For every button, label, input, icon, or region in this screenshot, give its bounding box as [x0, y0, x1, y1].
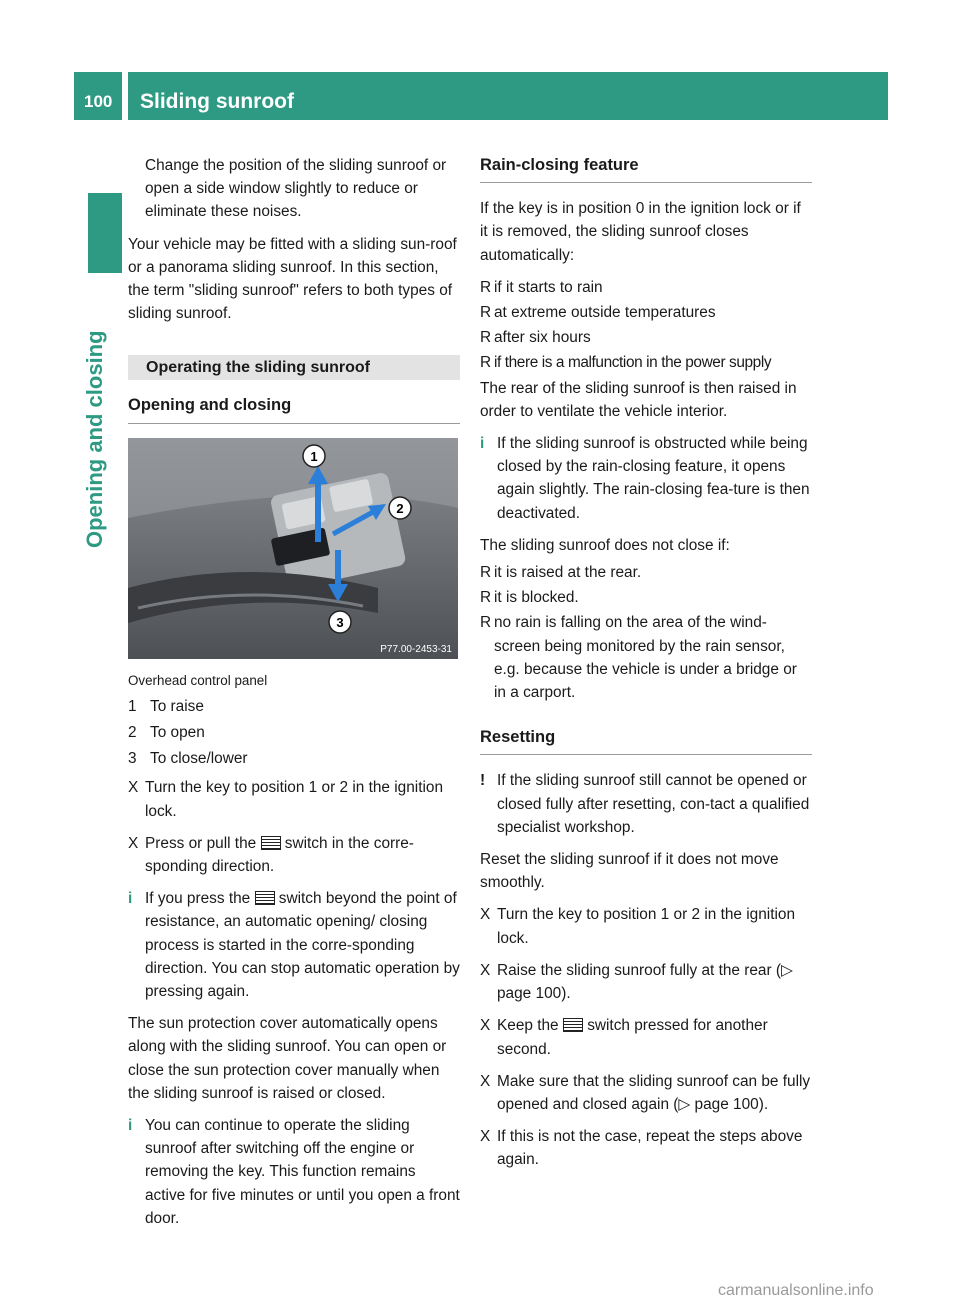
legend-text: To open: [150, 724, 205, 742]
warning-text: If the sliding sunroof still cannot be opened or closed fully after resetting, con-tact a qualified specialist workshop.: [497, 772, 810, 836]
list-item: [480, 561, 812, 584]
heading-resetting: Resetting: [480, 726, 812, 755]
step-text: Turn the key to position 1 or 2 in the ignition lock.: [497, 906, 796, 947]
bullet-icon: R: [480, 329, 492, 347]
step-text: If this is not the case, repeat the steps above again.: [497, 1128, 803, 1169]
reset-intro: Reset the sliding sunroof if it does not move smoothly.: [480, 851, 779, 892]
step-marker-icon: X: [128, 834, 139, 852]
info-text: If you press the: [145, 890, 251, 908]
step: [480, 1070, 812, 1116]
legend-item: [128, 695, 460, 718]
rain-intro: If the key is in position 0 in the ignition lock or if it is removed, the sliding sunroof closes automatically:: [480, 200, 801, 264]
rain-after-paragraph: The rear of the sliding sunroof is then raised in order to ventilate the vehicle interior.: [480, 379, 797, 420]
step-text: Keep the: [497, 1017, 559, 1035]
side-tab-label: Opening and closing: [82, 330, 107, 548]
list-item-text: no rain is falling on the area of the wind-screen being monitored by the rain sensor, e.g. because the vehicle is under a bridge or in a carport.: [494, 614, 797, 702]
info-icon: i: [480, 435, 485, 453]
bullet-icon: R: [480, 354, 492, 372]
list-item-text: it is raised at the rear.: [494, 564, 642, 582]
info-note: [128, 1114, 460, 1230]
bullet-icon: R: [480, 278, 492, 296]
step-text: Turn the key to position 1 or 2 in the ignition lock.: [145, 779, 444, 820]
info-icon: i: [128, 1117, 133, 1135]
list-item: [480, 276, 812, 299]
overhead-panel-illustration: [128, 438, 458, 659]
step: [480, 959, 812, 1005]
bullet-icon: R: [480, 589, 492, 607]
info-text: You can continue to operate the sliding sunroof after switching off the engine or removing the key. This function remains active for five minutes or until you open a front door.: [145, 1117, 460, 1227]
step-text: switch pressed for another second.: [497, 1017, 768, 1058]
legend-text: To raise: [150, 697, 204, 715]
page-number: 100: [84, 92, 113, 111]
list-item-text: it is blocked.: [494, 589, 579, 607]
side-tab-block: [88, 193, 122, 273]
step-marker-icon: X: [480, 906, 491, 924]
legend-number: 3: [128, 750, 137, 768]
subheading-opening-closing: Opening and closing: [128, 394, 460, 423]
step: [128, 776, 460, 822]
list-item-text: if it starts to rain: [494, 278, 603, 296]
sunroof-switch-icon: [261, 836, 281, 850]
step-text: Make sure that the sliding sunroof can be fully opened and closed again (▷ page 100).: [497, 1072, 811, 1113]
section-heading: Operating the sliding sunroof: [128, 355, 460, 380]
sun-protection-paragraph: The sun protection cover automatically opens along with the sliding sunroof. You can open or close the sun protection cover manually when the sliding sunroof is raised or closed.: [128, 1015, 447, 1102]
legend-number: 1: [128, 697, 137, 715]
callout-3: 3: [336, 614, 344, 630]
legend-item: [128, 721, 460, 744]
list-item: [480, 611, 812, 704]
figure-caption: Overhead control panel: [128, 672, 268, 688]
step-marker-icon: X: [128, 779, 139, 797]
step-marker-icon: X: [480, 961, 491, 979]
intro-indented: Change the position of the sliding sunroof or open a side window slightly to reduce or eliminate these noises.: [145, 157, 447, 221]
bullet-icon: R: [480, 304, 492, 322]
info-note: [128, 887, 460, 1003]
step-marker-icon: X: [480, 1017, 491, 1035]
page-number-box: [74, 72, 122, 120]
callout-1: 1: [310, 448, 318, 464]
step-text: Raise the sliding sunroof fully at the rear (▷ page 100).: [497, 961, 793, 1003]
info-note: [480, 432, 812, 525]
callout-2: 2: [396, 500, 404, 516]
step-marker-icon: X: [480, 1128, 491, 1146]
step-marker-icon: X: [480, 1072, 491, 1090]
overhead-panel-figure: [128, 438, 458, 659]
list-item-text: if there is a malfunction in the power supply: [494, 354, 772, 372]
list-item: [480, 326, 812, 349]
legend-text: To close/lower: [150, 750, 248, 768]
intro-paragraph: Your vehicle may be fitted with a sliding sun-roof or a panorama sliding sunroof. In this section, the term "sliding sunroof" refers to both types of sliding sunroof.: [128, 235, 457, 323]
bullet-icon: R: [480, 564, 492, 582]
watermark: carmanualsonline.info: [718, 1282, 874, 1299]
page-title: Sliding sunroof: [140, 90, 294, 113]
legend-number: 2: [128, 724, 137, 742]
legend-item: [128, 747, 460, 770]
heading-rain-closing: Rain-closing feature: [480, 154, 812, 183]
list-item-text: at extreme outside temperatures: [494, 304, 716, 322]
list-item-text: after six hours: [494, 329, 591, 347]
sunroof-switch-icon: [255, 891, 275, 905]
step: [128, 832, 460, 878]
warning-icon: !: [480, 772, 486, 790]
not-close-intro: The sliding sunroof does not close if:: [480, 536, 730, 554]
step-text: switch in the corre-sponding direction.: [145, 834, 414, 876]
sunroof-switch-icon: [563, 1018, 583, 1032]
step: [480, 1125, 812, 1171]
step-text: Press or pull the: [145, 834, 257, 852]
list-item: [480, 351, 812, 374]
info-icon: i: [128, 890, 133, 908]
info-text: switch beyond the point of resistance, an automatic opening/ closing process is started in the corre-sponding direction. You can stop automatic operation by pressing again.: [145, 890, 460, 1001]
info-text: If the sliding sunroof is obstructed while being closed by the rain-closing feature, it opens again slightly. The rain-closing fea-ture is then deactivated.: [497, 435, 810, 522]
left-column: [128, 154, 460, 1239]
list-item: [480, 301, 812, 324]
warning-note: [480, 769, 812, 839]
header-bar: [128, 72, 888, 120]
step: [480, 1014, 812, 1060]
list-item: [480, 586, 812, 609]
bullet-icon: R: [480, 614, 492, 632]
step: [480, 903, 812, 949]
right-column: [480, 154, 812, 1181]
figure-code: P77.00-2453-31: [380, 643, 452, 655]
